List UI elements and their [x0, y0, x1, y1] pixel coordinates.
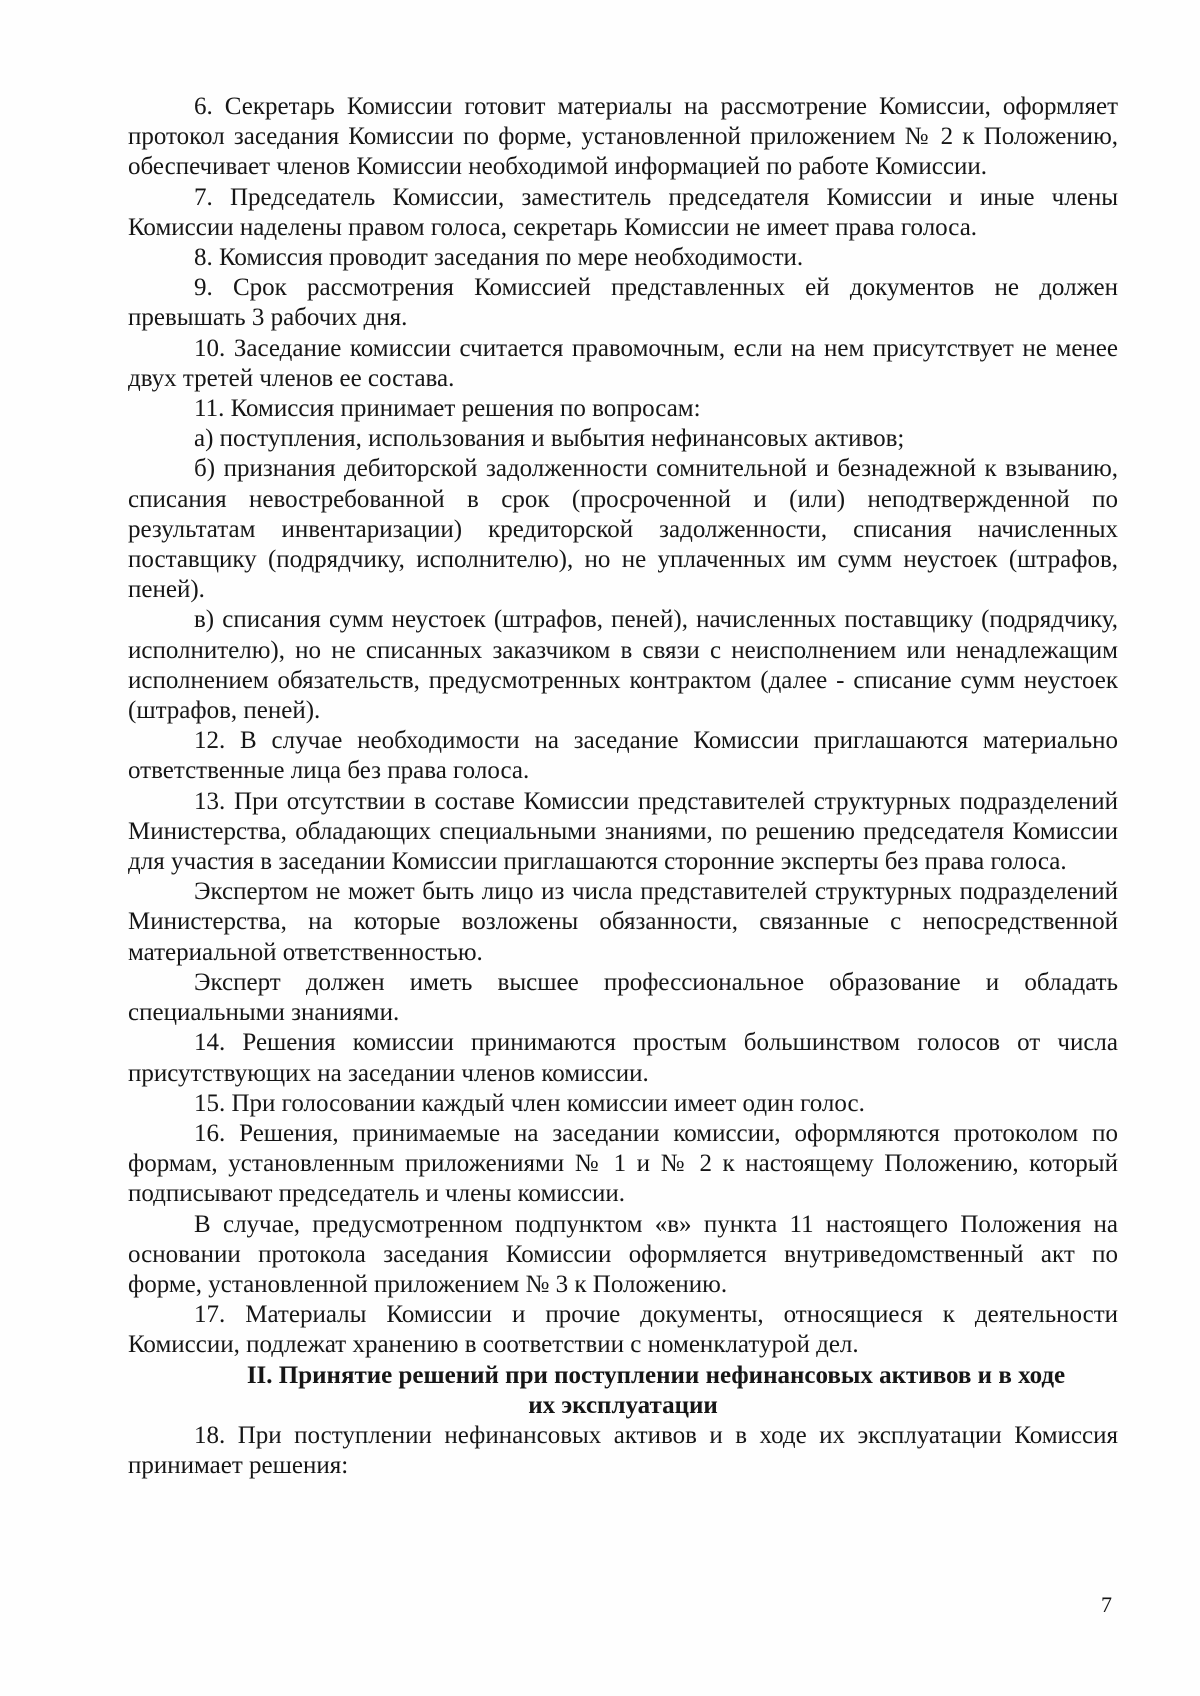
paragraph-11-a: а) поступления, использования и выбытия нефинансовых активов;: [194, 425, 905, 453]
paragraph-16: 16. Решения, принимаемые на заседании комиссии, оформляются протоколом по формам, установленным приложениями № 1 и № 2 к настоящему Положению, который подписывают председатель и члены комиссии.: [128, 1119, 1118, 1208]
paragraph-11-v: в) списания сумм неустоек (штрафов, пеней), начисленных поставщику (подрядчику, исполнителю), но не списанных заказчиком в связи с неисполнением или ненадлежащим исполнением обязательств, предусмотренных контрактом (далее - списание сумм неустоек (штрафов, пеней).: [128, 606, 1118, 725]
paragraph-18: 18. При поступлении нефинансовых активов и в ходе их эксплуатации Комиссия принимает решения:: [128, 1421, 1118, 1480]
paragraph-13-expert-requirements: Эксперт должен иметь высшее профессиональное образование и обладать специальными знаниями.: [128, 968, 1118, 1027]
paragraph-17: 17. Материалы Комиссии и прочие документы, относящиеся к деятельности Комиссии, подлежат хранению в соответствии с номенклатурой дел.: [128, 1301, 1118, 1359]
paragraph-12: 12. В случае необходимости на заседание Комиссии приглашаются материально ответственные лица без права голоса.: [128, 727, 1118, 785]
paragraph-13: 13. При отсутствии в составе Комиссии представителей структурных подразделений Министерства, обладающих специальными знаниями, по решению председателя Комиссии для участия в заседании Комиссии приглашаются сторонние эксперты без права голоса.: [128, 787, 1118, 876]
page-number: 7: [1101, 1592, 1112, 1617]
paragraph-6: 6. Секретарь Комиссии готовит материалы на рассмотрение Комиссии, оформляет протокол заседания Комиссии по форме, установленной приложением № 2 к Положению, обеспечивает членов Комиссии необходимой информацией по работе Комиссии.: [128, 93, 1118, 181]
paragraph-7: 7. Председатель Комиссии, заместитель председателя Комиссии и иные члены Комиссии наделены правом голоса, секретарь Комиссии не имеет права голоса.: [128, 183, 1118, 241]
document-body: [128, 92, 1118, 1481]
paragraph-13-expert: Экспертом не может быть лицо из числа представителей структурных подразделений Министерства, на которые возложены обязанности, связанные с непосредственной материальной ответственностью.: [128, 878, 1118, 966]
paragraph-14: 14. Решения комиссии принимаются простым большинством голосов от числа присутствующих на заседании членов комиссии.: [128, 1029, 1118, 1087]
section-title: II. Принятие решений при поступлении нефинансовых активов и в ходе их эксплуатации: [246, 1361, 1066, 1419]
paragraph-9: 9. Срок рассмотрения Комиссией представленных ей документов не должен превышать 3 рабочих дня.: [128, 274, 1118, 332]
paragraph-11-b: б) признания дебиторской задолженности сомнительной и безнадежной к взыванию, списания невостребованной в срок (просроченной и (или) неподтвержденной по результатам инвентаризации) кредиторской задолженности, списания начисленных поставщику (подрядчику, исполнителю), но не уплаченных им сумм неустоек (штрафов, пеней).: [128, 455, 1118, 604]
paragraph-16-case: В случае, предусмотренном подпунктом «в» пункта 11 настоящего Положения на основании протокола заседания Комиссии оформляется внутриведомственный акт по форме, установленной приложением № 3 к Положению.: [128, 1210, 1118, 1298]
paragraph-15: 15. При голосовании каждый член комиссии имеет один голос.: [194, 1089, 865, 1117]
paragraph-8: 8. Комиссия проводит заседания по мере необходимости.: [194, 244, 804, 272]
paragraph-10: 10. Заседание комиссии считается правомочным, если на нем присутствует не менее двух третей членов ее состава.: [128, 334, 1118, 392]
paragraph-11: 11. Комиссия принимает решения по вопросам:: [194, 395, 701, 423]
